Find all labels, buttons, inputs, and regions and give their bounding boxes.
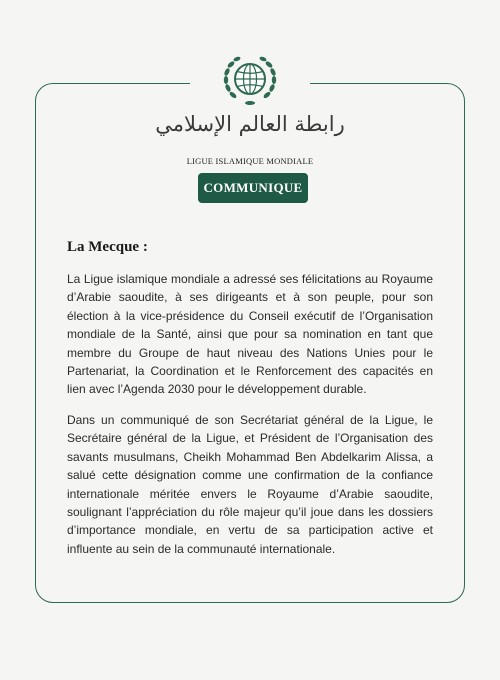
globe-laurel-emblem-icon	[220, 50, 280, 110]
communique-badge: COMMUNIQUE	[198, 173, 308, 203]
paragraph-2: Dans un communiqué de son Secrétariat général de la Ligue, le Secrétaire général de la Ligue, et Président de l’Organisation des savants musulmans, Cheikh Mohammad Ben Abdelkarim Alissa, a salué cette désignation comme une confirmation de la confiance internationale méritée envers le Royaume d’Arabie saoudite, soulignant l’appréciation du rôle majeur qu’il joue dans les dossiers d’importance mondiale, en vertu de sa participation active et influente au sein de la communauté internationale.	[67, 413, 433, 556]
org-arabic-name: رابطة العالم الإسلامي	[155, 112, 345, 136]
org-name: LIGUE ISLAMIQUE MONDIALE	[186, 156, 314, 166]
dateline-title: La Mecque :	[67, 239, 148, 255]
paragraph-1: La Ligue islamique mondiale a adressé ses félicitations au Royaume d’Arabie saoudite, à ses dirigeants et à son peuple, pour son élection à la vice-présidence du Conseil exécutif de l’Organisation mondiale de la Santé, ainsi que pour sa nomination en tant que membre du Groupe de haut niveau des Nations Unies pour le Partenariat, la Coordination et le Renforcement des capacités en lien avec l’Agenda 2030 pour le développement durable.	[67, 272, 433, 397]
